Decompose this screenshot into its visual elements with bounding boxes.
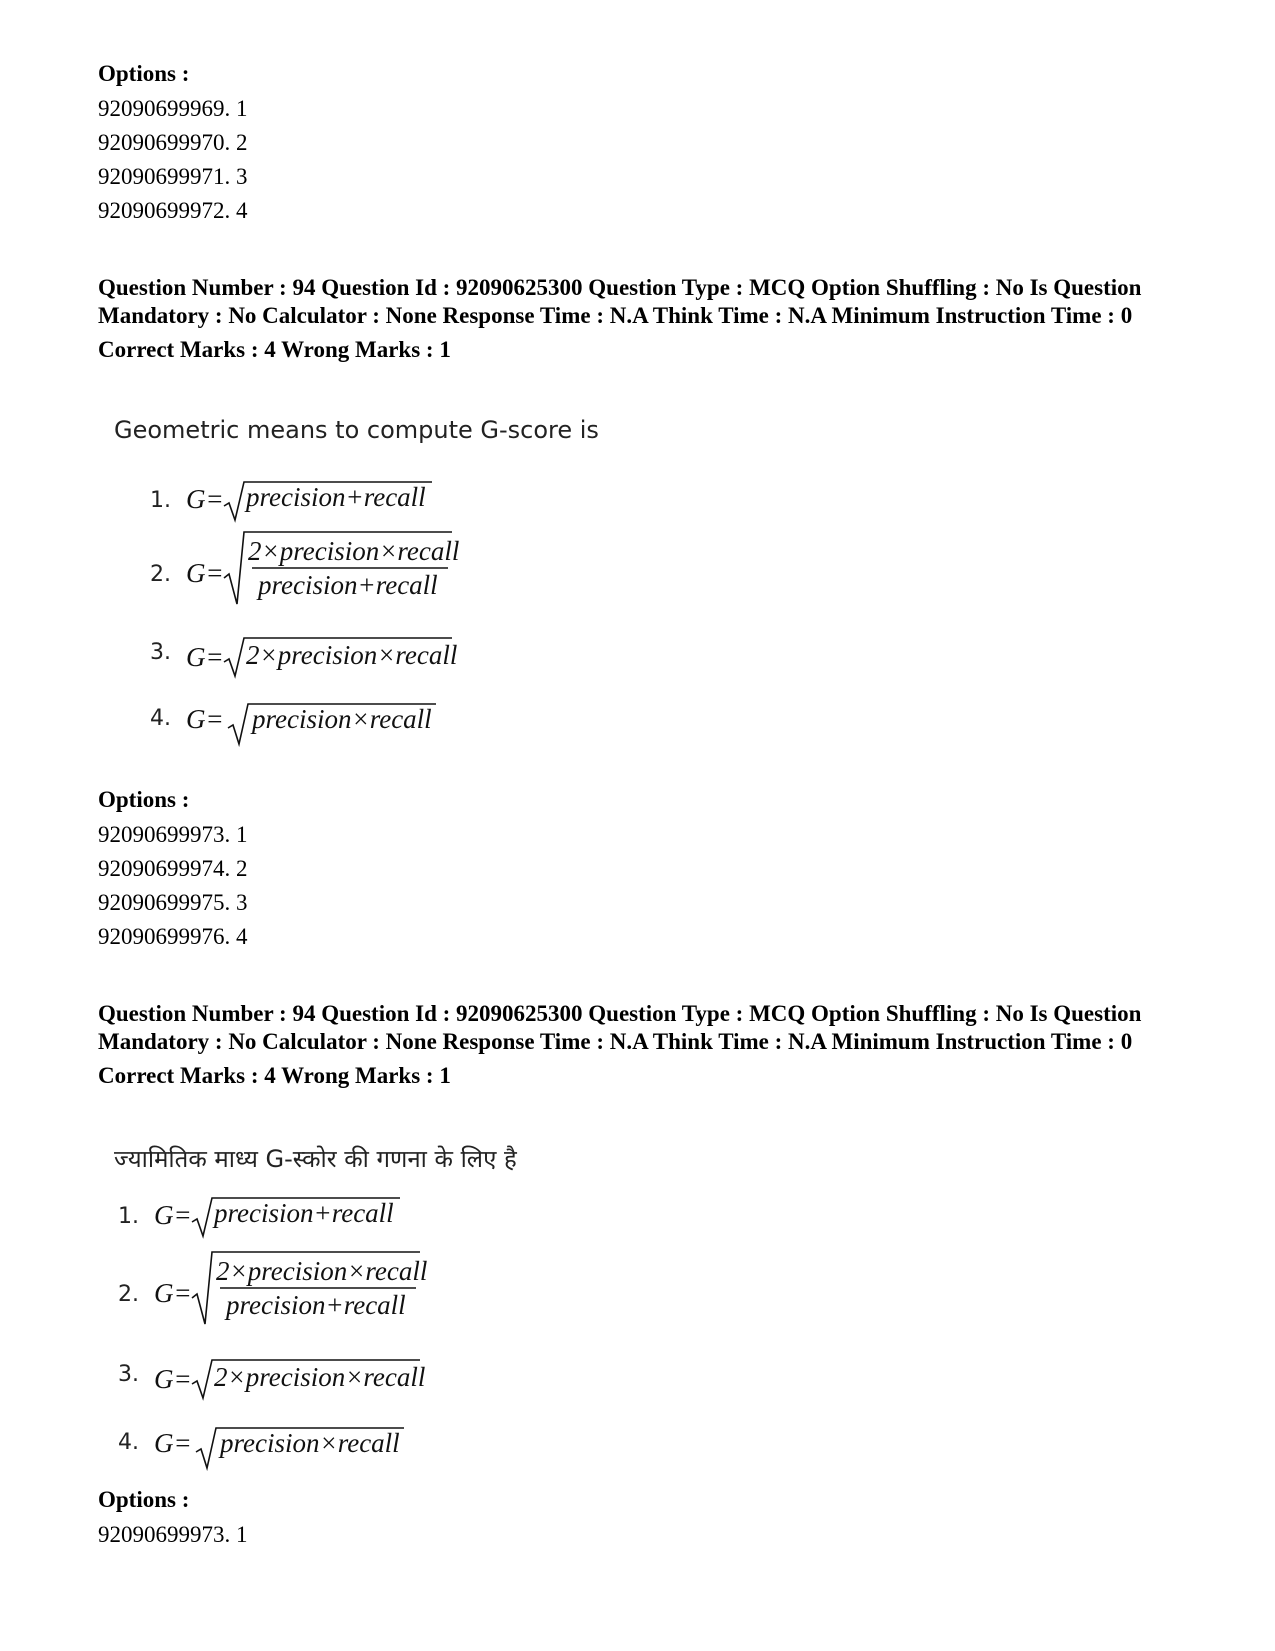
formula-number: 1.: [150, 488, 171, 513]
question-marks: Correct Marks : 4 Wrong Marks : 1: [98, 337, 451, 362]
formula-number: 2.: [118, 1282, 139, 1307]
options-label: Options :: [98, 1487, 190, 1512]
formula-radicand: precision×recall: [252, 704, 432, 734]
option-line: 92090699975. 3: [98, 890, 248, 915]
question-meta: Question Number : 94 Question Id : 92090625300 Question Type : MCQ Option Shuffling : No Is Question Mandatory : No Calculator : None Response Time : N.A Think Time : N.A Minimum Instruction Time : 0: [98, 1001, 1142, 1054]
formula-lhs: G=: [154, 1200, 192, 1230]
formula-denominator: precision+recall: [258, 570, 438, 600]
options-label: Options :: [98, 61, 190, 86]
formula-radicand: precision+recall: [246, 482, 426, 512]
formula-number: 2.: [150, 562, 171, 587]
question-image-1: [112, 412, 612, 772]
option-line: 92090699973. 1: [98, 1522, 248, 1547]
option-line: 92090699971. 3: [98, 164, 248, 189]
formula-radicand: precision+recall: [214, 1198, 394, 1228]
option-line: 92090699976. 4: [98, 924, 248, 949]
formula-numerator: 2×precision×recall: [216, 1256, 428, 1286]
option-line: 92090699969. 1: [98, 96, 248, 121]
question-marks: Correct Marks : 4 Wrong Marks : 1: [98, 1063, 451, 1088]
formula-lhs: G=: [186, 642, 224, 672]
formula-radicand: precision×recall: [220, 1428, 400, 1458]
formula-lhs: G=: [154, 1428, 192, 1458]
formula-number: 1.: [118, 1204, 139, 1229]
formula-lhs: G=: [186, 558, 224, 588]
formula-numerator: 2×precision×recall: [248, 536, 460, 566]
formula-number: 4.: [150, 706, 171, 731]
formula-lhs: G=: [154, 1364, 192, 1394]
formula-number: 3.: [118, 1362, 139, 1387]
options-block-1: [98, 786, 248, 954]
question-meta: Question Number : 94 Question Id : 92090625300 Question Type : MCQ Option Shuffling : No Is Question Mandatory : No Calculator : None Response Time : N.A Think Time : N.A Minimum Instruction Time : 0: [98, 275, 1142, 328]
question-image-2: [112, 1140, 612, 1490]
option-line: 92090699972. 4: [98, 198, 248, 223]
formula-denominator: precision+recall: [226, 1290, 406, 1320]
question-header-2: [98, 1000, 1178, 1090]
question-header-1: [98, 274, 1178, 364]
option-line: 92090699974. 2: [98, 856, 248, 881]
options-block-2: [98, 1486, 248, 1552]
formula-lhs: G=: [186, 484, 224, 514]
option-line: 92090699970. 2: [98, 130, 248, 155]
formula-lhs: G=: [186, 704, 224, 734]
options-label: Options :: [98, 787, 190, 812]
question-text: ज्यामितिक माध्य G-स्कोर की गणना के लिए है: [114, 1145, 517, 1173]
formula-lhs: G=: [154, 1278, 192, 1308]
formula-number: 3.: [150, 640, 171, 665]
question-text: Geometric means to compute G-score is: [114, 416, 599, 444]
option-line: 92090699973. 1: [98, 822, 248, 847]
formula-radicand: 2×precision×recall: [214, 1362, 426, 1392]
options-block-0: [98, 60, 248, 228]
formula-radicand: 2×precision×recall: [246, 640, 458, 670]
formula-number: 4.: [118, 1430, 139, 1455]
